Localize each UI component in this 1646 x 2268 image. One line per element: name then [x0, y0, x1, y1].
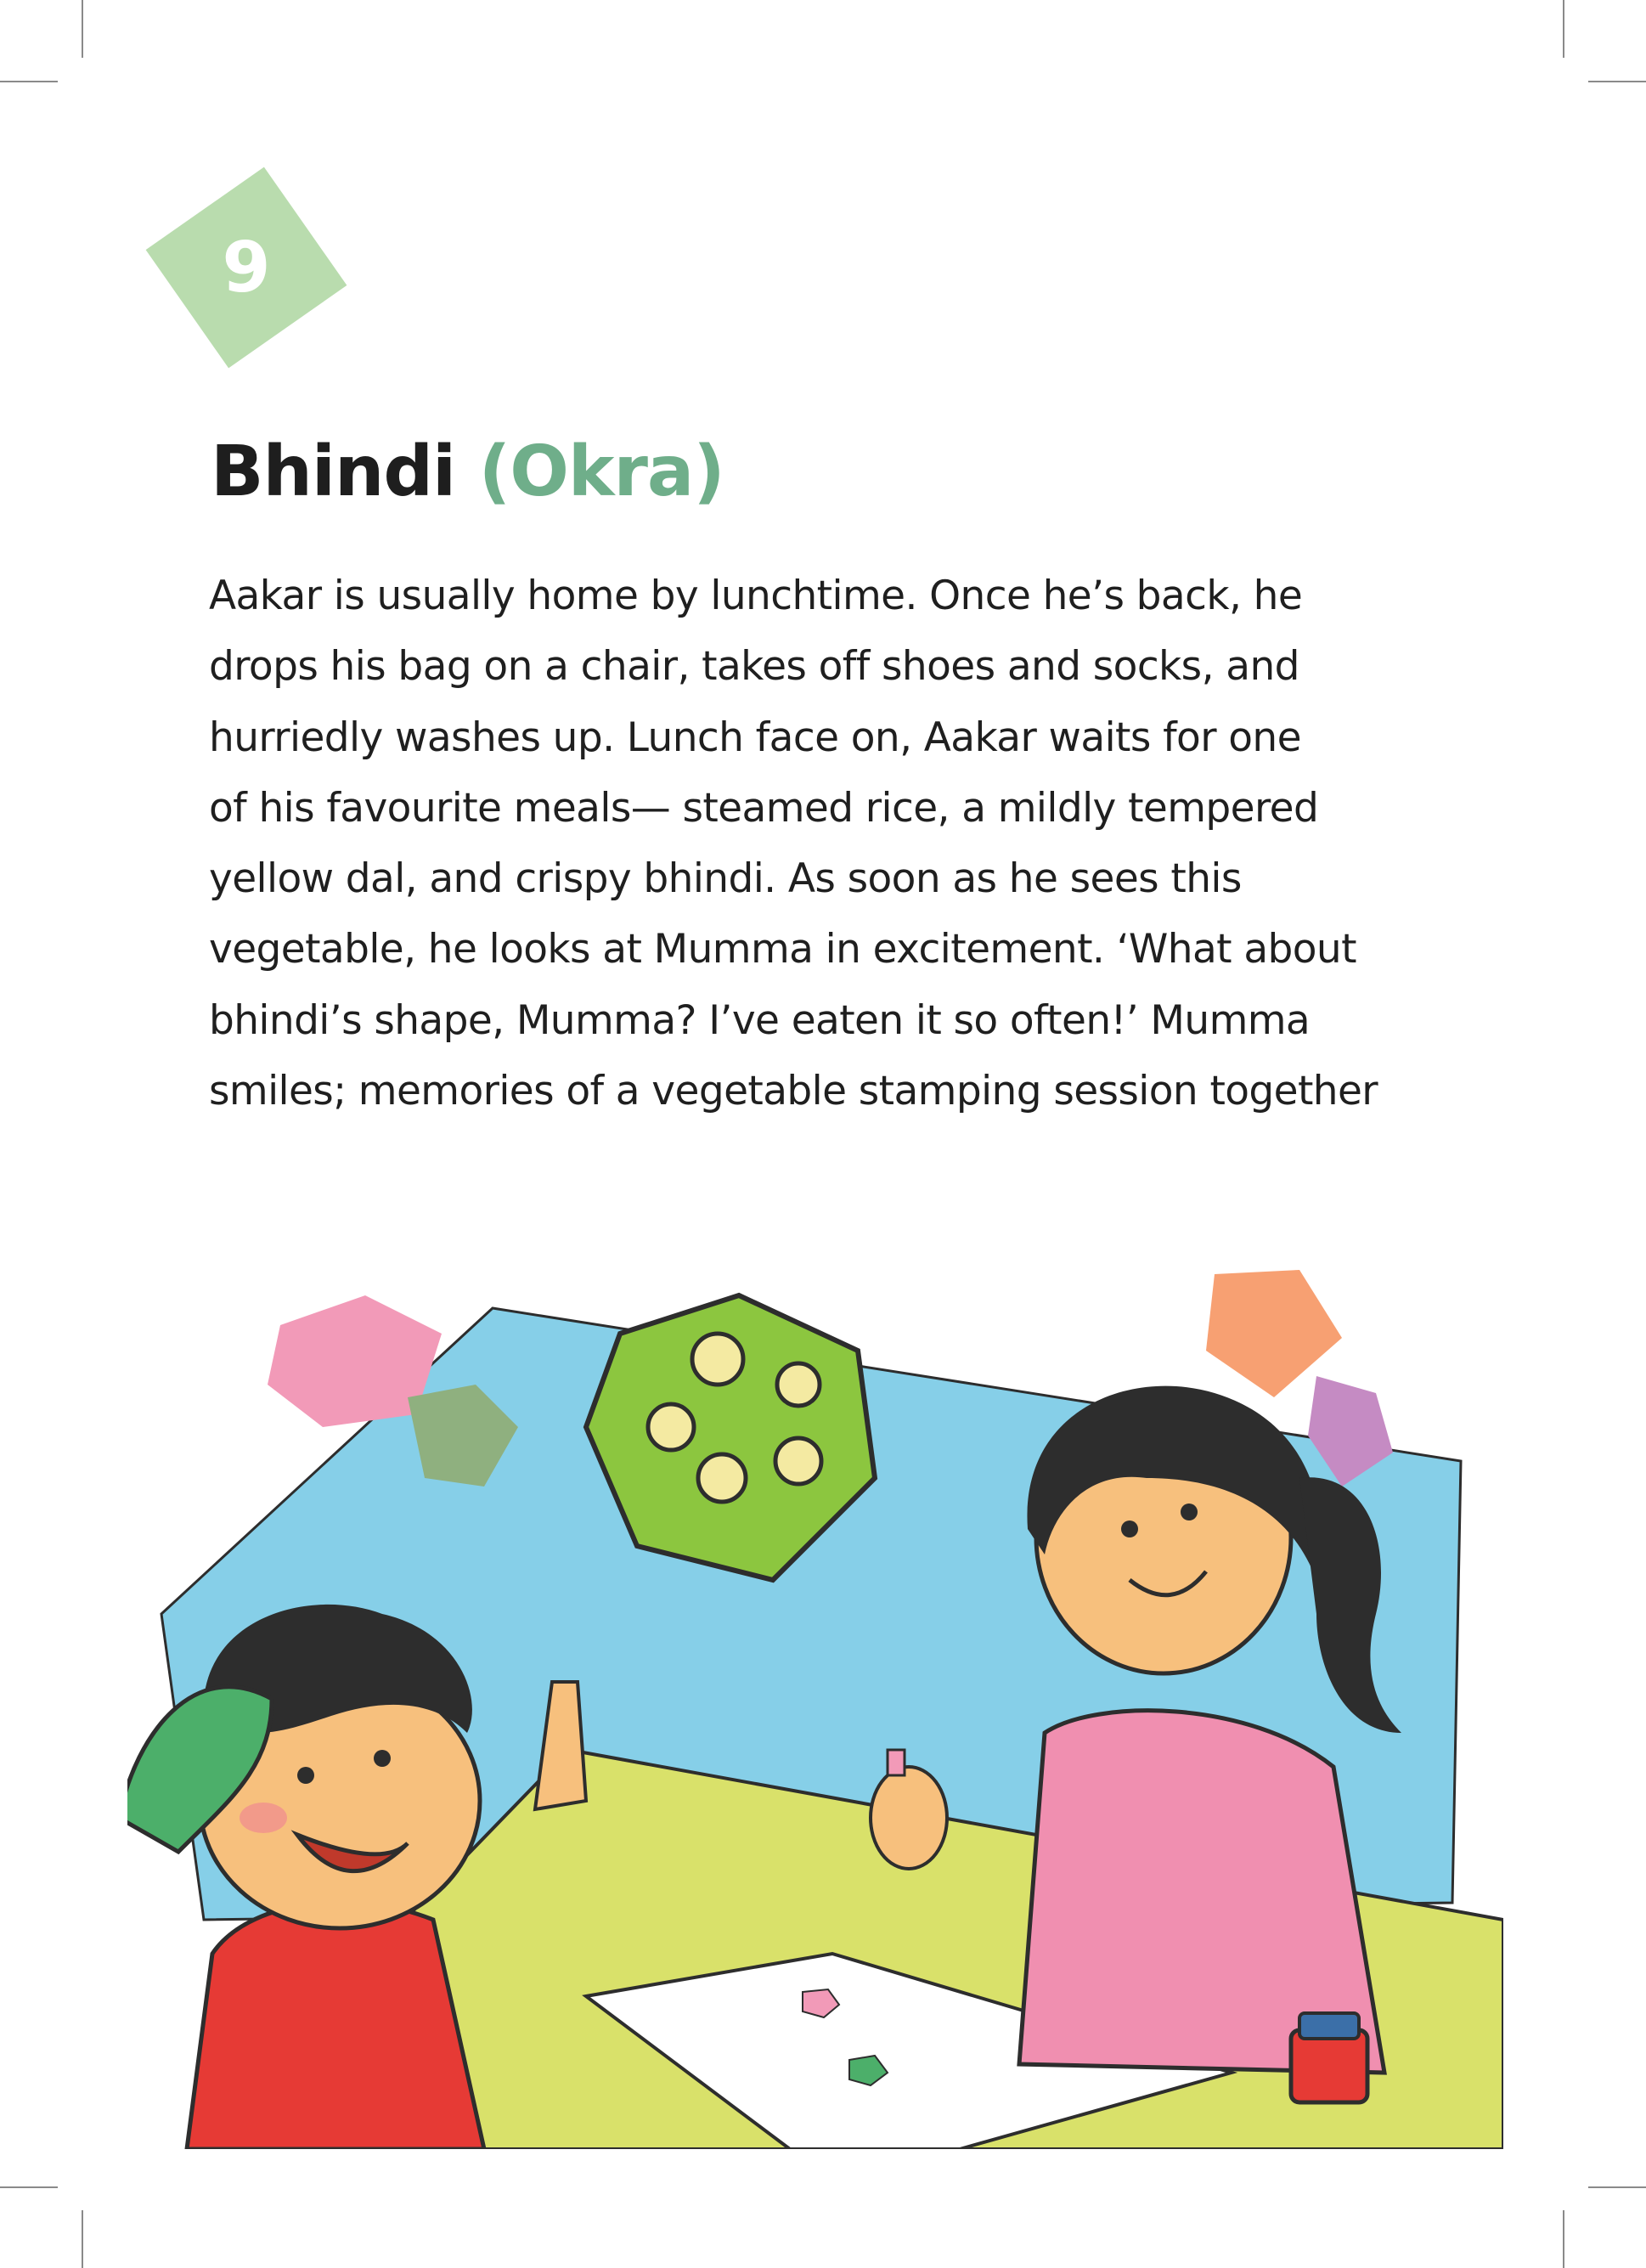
chapter-number: 9: [222, 227, 271, 308]
body-line: hurriedly washes up. Lunch face on, Aakar waits for one: [209, 714, 1301, 761]
crop-mark: [1588, 2186, 1646, 2188]
crop-mark: [0, 2186, 58, 2188]
body-line: drops his bag on a chair, takes off shoes and socks, and: [209, 643, 1299, 691]
body-line: Aakar is usually home by lunchtime. Once he’s back, he: [209, 573, 1303, 619]
body-line: vegetable, he looks at Mumma in excitement. ‘What about: [209, 926, 1356, 973]
chapter-title: [211, 432, 724, 512]
crop-mark: [1563, 2210, 1564, 2268]
crop-mark: [1588, 81, 1646, 82]
body-line: of his favourite meals— steamed rice, a mildly tempered: [209, 784, 1319, 832]
ink-jar-icon: [1291, 2013, 1367, 2102]
title-main: Bhindi: [211, 432, 456, 512]
crop-mark: [1563, 0, 1564, 58]
crop-mark: [82, 0, 83, 58]
crop-mark: [0, 81, 58, 82]
body-text: [209, 561, 1466, 1126]
body-line: bhindi’s shape, Mumma? I’ve eaten it so often!’ Mumma: [209, 996, 1311, 1044]
illustration: [127, 1257, 1503, 2149]
body-line: smiles; memories of a vegetable stamping session together: [209, 1068, 1378, 1115]
crop-mark: [82, 2210, 83, 2268]
body-line: yellow dal, and crispy bhindi. As soon as he sees this: [209, 855, 1242, 903]
title-subtitle: (Okra): [478, 432, 724, 512]
